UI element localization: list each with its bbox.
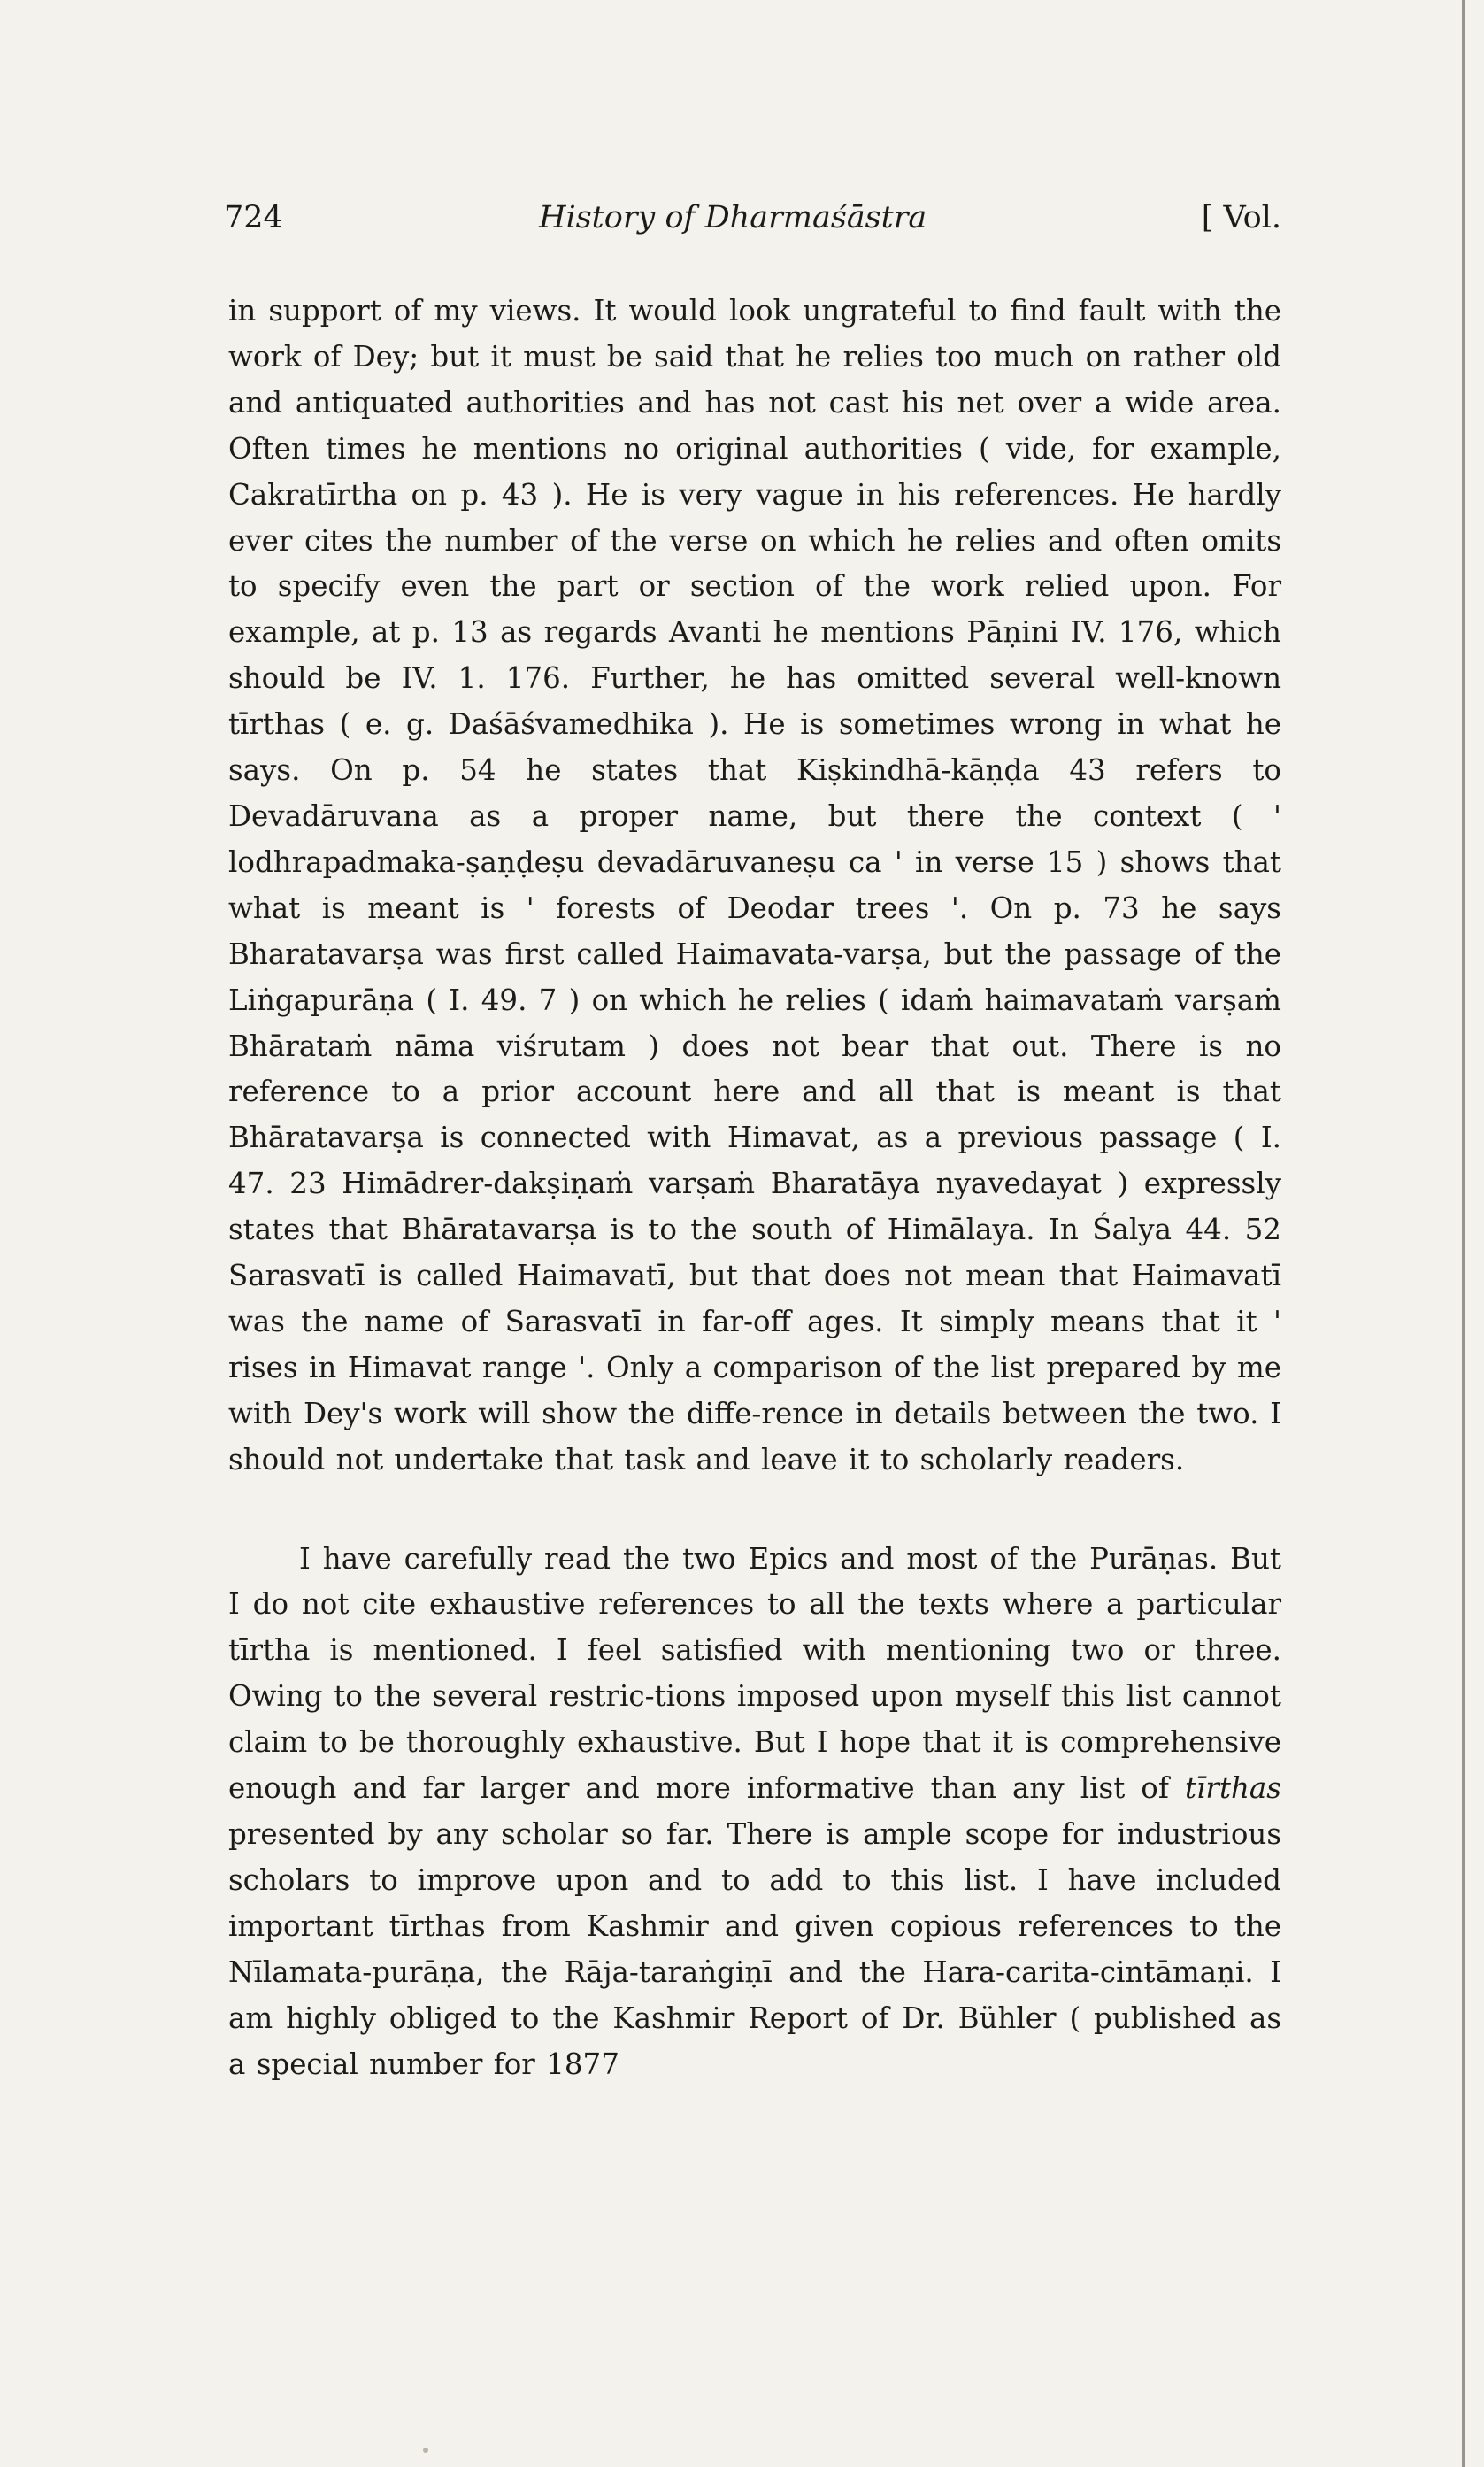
paragraph-2-text-end: presented by any scholar so far. There is ample scope for industrious scholars to improve upon and to add to this list. I have included important tīrthas from Kashmir and given copious references to the Nīlamata-purāṇa, the Rāja-taraṅgiṇī and the Hara-carita-cintāmaṇi. I am highly obliged to the Kashmir Report of Dr. Bühler ( published as a special number for 1877 xyxy=(228,1817,1281,2081)
book-title: History of Dharmaśāstra xyxy=(539,200,927,235)
paragraph-1: in support of my views. It would look ungrateful to find fault with the work of Dey; but it must be said that he relies too much on rather old and antiquated authorities and has not cast his net over a wide area. Often times he mentions no original authorities ( vide, for example, Cakratīrtha on p. 43 ). He is very vague in his references. He hardly ever cites the number of the verse on which he relies and often omits to specify even the part or section of the work relied upon. For example, at p. 13 as regards Avanti he mentions Pāṇini IV. 176, which should be IV. 1. 176. Further, he has omitted several well-known tīrthas ( e. g. Daśāśvamedhika ). He is sometimes wrong in what he says. On p. 54 he states that Kiṣkindhā-kāṇḍa 43 refers to Devadāruvana as a proper name, but there the context ( ' lodhrapadmaka-ṣaṇḍeṣu devadāruvaneṣu ca ' in verse 15 ) shows that what is meant is ' forests of Deodar trees '. On p. 73 he says Bharatavarṣa was first called Haimavata-varṣa, but the passage of the Liṅgapurāṇa ( I. 49. 7 ) on which he relies ( idaṁ haimavataṁ varṣaṁ Bhārataṁ nāma viśrutam ) does not bear that out. There is no reference to a prior account here and all that is meant is that Bhāratavarṣa is connected with Himavat, as a previous passage ( I. 47. 23 Himādrer-dakṣiṇaṁ varṣaṁ Bharatāya nyavedayat ) expressly states that Bhāratavarṣa is to the south of Himālaya. In Śalya 44. 52 Sarasvatī is called Haimavatī, but that does not mean that Haimavatī was the name of Sarasvatī in far-off ages. It simply means that it ' rises in Himavat range '. Only a comparison of the list prepared by me with Dey's work will show the diffe-rence in details between the two. I should not undertake that task and leave it to scholarly readers. xyxy=(228,294,1281,1476)
page-edge-shadow xyxy=(1462,0,1465,2467)
scan-speck xyxy=(423,2448,428,2453)
paragraph-2 xyxy=(228,1537,1281,2088)
volume-mark: [ Vol. xyxy=(1201,200,1281,235)
paragraph-2-text-start: I have carefully read the two Epics and most of the Purāṇas. But I do not cite exhaustive references to all the texts where a particular tīrtha is mentioned. I feel satisfied with mentioning two or three. Owing to the several restric-tions imposed upon myself this list cannot claim to be thoroughly exhaustive. But I hope that it is comprehensive enough and far larger and more informative than any list of xyxy=(228,1541,1281,1806)
body-text xyxy=(228,289,1281,2087)
paragraph-2-italic-term: tīrthas xyxy=(1184,1771,1281,1806)
running-head xyxy=(224,200,1281,248)
page-number: 724 xyxy=(224,200,283,235)
